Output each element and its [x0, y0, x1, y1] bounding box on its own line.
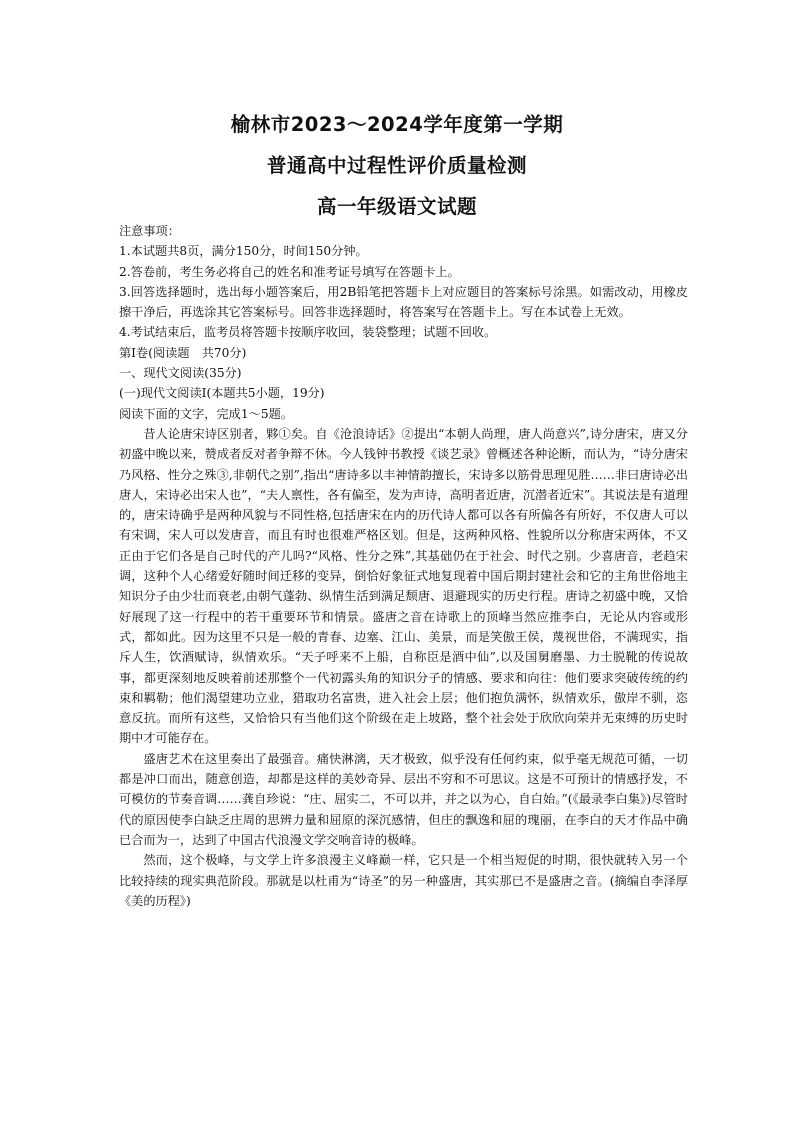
title-block	[0, 104, 794, 227]
notice-heading: 注意事项：	[119, 224, 180, 238]
notice-item-3: 3.回答选择题时，选出每小题答案后，用2B铅笔把答题卡上对应题目的答案标号涂黑。如需改动，用橡皮擦干净后，再选涂其它答案标号。回答非选择题时，将答案写在答题卡上。写在本试卷上无效。	[119, 284, 688, 320]
passage-paragraph-1: 昔人论唐宋诗区别者，夥①矣。自《沧浪诗话》②提出“本朝人尚理，唐人尚意兴”,诗分唐宋，唐又分初盛中晚以来，赞成者反对者争辩不休。今人钱钟书教授《谈艺录》曾概述各种论断，而认为，“诗分唐宋乃风格、性分之殊③,非朝代之别”,指出“唐诗多以丰神情韵擅长，宋诗多以筋骨思理见胜……非曰唐诗必出唐人，宋诗必出宋人也”，“夫人禀性，各有偏至，发为声诗，高明者近唐，沉潜者近宋”。其说法是有道理的，唐宋诗确乎是两种风貌与不同性格,包括唐宋在内的历代诗人都可以各有所偏各有所好，不仅唐人可以有宋调，宋人可以发唐音，而且有时也很难严格区划。但是，这两种风格、性貌所以分称唐宋两体，不又正由于它们各是自己时代的产儿吗?“风格、性分之殊”,其基础仍在于社会、时代之别。少喜唐音，老趋宋调，这种个人心绪爱好随时间迁移的变异，倒恰好象征式地复现着中国后期封建社会和它的主角世俗地主知识分子由少壮而衰老,由朝气蓬勃、纵情生活到满足颓唐、退避现实的历史行程。唐诗之初盛中晚，又恰好展现了这一行程中的若干重要环节和情景。盛唐之音在诗歌上的顶峰当然应推李白，无论从内容或形式，都如此。因为这里不只是一般的青春、边塞、江山、美景，而是笑傲王侯，蔑视世俗，不满现实，指斥人生，饮酒赋诗，纵情欢乐。“天子呼来不上船，自称臣是酒中仙”,以及国舅磨墨、力士脱靴的传说故事，都更深刻地反映着前述那整个一代初露头角的知识分子的情感、要求和向往：他们要求突破传统的约束和羁勒；他们渴望建功立业，猎取功名富贵，进入社会上层；他们抱负满怀，纵情欢乐，傲岸不驯，恣意反抗。而所有这些，又恰恰只有当他们这个阶级在走上坡路，整个社会处于欣欣向荣并无束缚的历史时期中才可能存在。	[119, 426, 688, 746]
notice-item-1: 1.本试题共8页，满分150分，时间150分钟。	[119, 244, 368, 259]
exam-title-name: 普通高中过程性评价质量检测	[266, 154, 527, 177]
notice-item-4: 4.考试结束后，监考员将答题卡按顺序收回，装袋整理；试题不回收。	[119, 325, 497, 340]
reading-instruction: 阅读下面的文字，完成1～5题。	[119, 406, 293, 421]
notice-item-2: 2.答卷前，考生务必将自己的姓名和准考证号填写在答题卡上。	[119, 264, 460, 279]
subsection-heading: (一)现代文阅读Ⅰ(本题共5小题，19分)	[119, 386, 325, 401]
exam-title-subject: 高一年级语文试题	[316, 195, 477, 218]
volume-heading: 第Ⅰ卷(阅读题 共70分)	[119, 345, 247, 360]
exam-content	[119, 221, 688, 911]
part-heading: 一、现代文阅读(35分)	[119, 366, 242, 381]
passage-paragraph-2: 盛唐艺术在这里奏出了最强音。痛快淋漓，天才极致，似乎没有任何约束，似乎毫无规范可循，一切都是冲口而出，随意创造，却都是这样的美妙奇异、层出不穷和不可思议。这是不可预计的情感抒发，不可模仿的节奏音调……龚自珍说：“庄、屈实二，不可以并，并之以为心，自白始。”(《最录李白集》)尽管时代的原因使李白缺乏庄周的思辨力量和屈原的深沉感情，但庄的飘逸和屈的瑰丽，在李白的天才作品中确已合而为一，达到了中国古代浪漫文学交响音诗的极峰。	[119, 751, 688, 847]
passage-paragraph-3: 然而，这个极峰，与文学上许多浪漫主义峰巅一样，它只是一个相当短促的时期，很快就转入另一个比较持续的现实典范阶段。那就是以杜甫为“诗圣”的另一种盛唐，其实那已不是盛唐之音。(摘编自李泽厚《美的历程》)	[119, 853, 688, 908]
exam-title-region: 榆林市2023～2024学年度第一学期	[230, 113, 564, 136]
